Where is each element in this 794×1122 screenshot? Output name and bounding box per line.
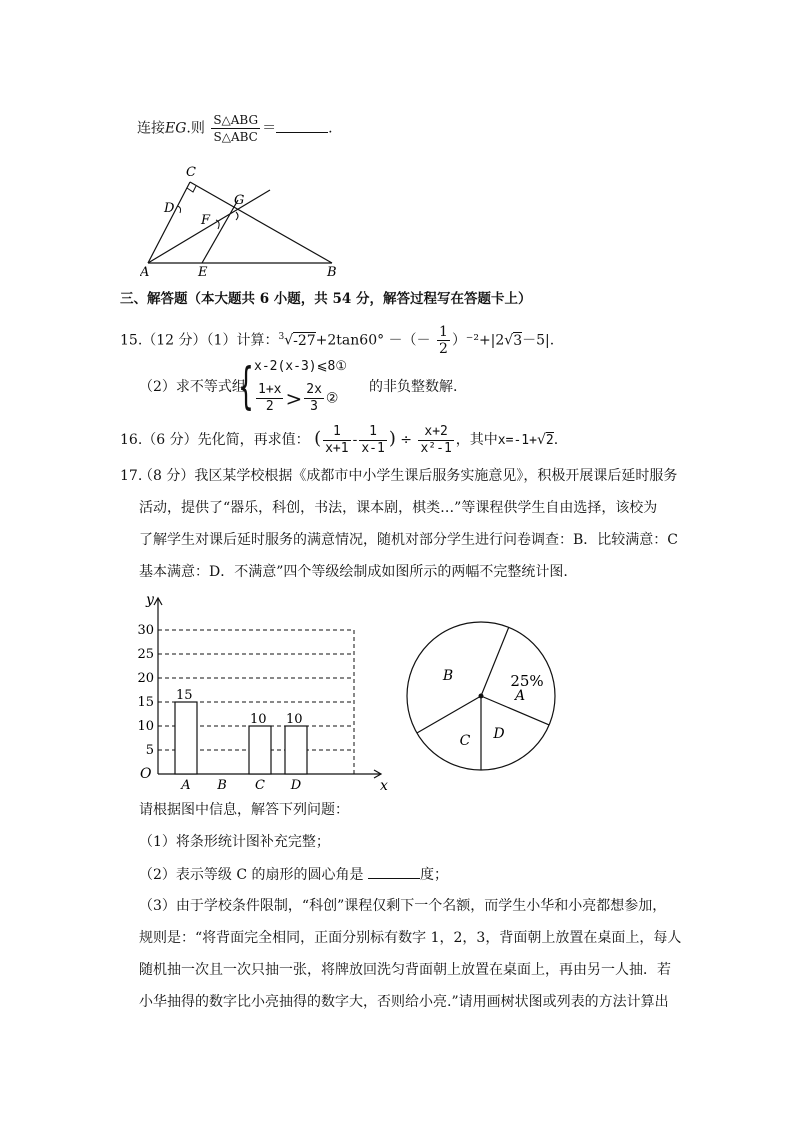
q15-p1-mid: +2tan60° －（－ [315,332,431,349]
answer-blank [276,118,328,133]
ineq2-right-fraction [304,382,324,415]
label-F: F [201,213,211,228]
q16-frac2-den: x-1 [361,440,385,456]
cube-root-index: 3 [278,332,285,342]
inequality-one: x-2(x-3)⩽8① [254,359,347,374]
paren-close: ) [388,428,396,449]
sqrt-two: √2 [536,432,554,448]
q16-frac1 [323,424,350,457]
y-tick-label: 5 [145,743,154,758]
q16-xval: x=-1+ [497,433,537,448]
q17-line-2: 活动，提供了“器乐，科创，书法，课本剧，棋类…”等课程供学生自由选择，该校为 [139,500,658,516]
paren-open: ( [314,428,322,449]
half-denominator: 2 [439,341,448,358]
pie-label-C: C [459,733,471,749]
q15-p2-end: 的非负整数解. [369,379,458,395]
sqrt-two-body: 2 [545,433,554,448]
q15-number: 15. [120,332,143,349]
q17-sub3-1: （3）由于学校条件限制，“科创”课程仅剩下一个名额，而学生小华和小亮都想参加， [139,898,667,914]
q15-score: （12 分） [142,332,207,349]
q15-p1-label: （1）计算： [206,332,279,349]
triangle-figure [140,160,360,280]
x-tick-label: B [217,778,227,793]
pie-label-D: D [493,726,505,742]
q17-line-1: （8 分）我区某学校根据《成都市中小学生课后服务实施意见》，积极开展课后延时服务 [139,468,678,484]
bar-C [249,726,271,774]
y-tick-label: 25 [137,647,154,662]
q17-sub2-text: （2）表示等级 C 的扇形的圆心角是 [139,867,368,883]
q16-frac3-num: x+2 [418,424,453,441]
half-numerator: 1 [439,324,448,341]
pie-label-A: A [514,688,526,704]
ineq2-right-num: 2x [306,382,322,397]
q17-sub1: （1）将条形统计图补充完整； [139,834,330,850]
bar-data-label: 15 [176,688,193,703]
label-D: D [164,201,175,216]
q14-end: . [328,120,333,137]
ineq2-left-fraction [256,382,283,415]
q17-sub3-2: 规则是：“将背面完全相同，正面分别标有数字 1，2，3，背面朝上放置在桌面上，每人 [139,930,682,946]
area-ratio-denominator: S△ABC [213,130,258,144]
pie-chart [402,604,564,776]
y-tick-label: 30 [137,623,154,638]
q14-tail [137,112,333,145]
q14-prefix: 连接 [137,120,165,137]
ineq2-left-den: 2 [265,399,274,414]
system-brace: { [238,357,254,415]
q17-number: 17. [120,468,143,484]
q16: 16.（6 分）先化简，再求值： ( $\frac{1}{x+1}$ - $\frac{1}{x-1}$ ) ÷ $\frac{x+2}{\text{x²-1}}$ ，其中x=-1+√2. [120,423,559,456]
label-G: G [234,193,245,208]
bar-chart [136,592,396,797]
q17-sub2 [139,864,448,885]
q14-eq: ＝ [262,120,277,137]
cube-root: √-27 [284,332,316,349]
y-tick-label: 10 [137,719,154,734]
cube-root-body: -27 [293,332,316,349]
ineq2-right-den: 3 [310,399,318,414]
y-axis-label: y [146,592,154,608]
area-ratio-fraction [211,112,260,145]
q15-part1 [120,320,554,358]
ineq2-left-num: 1+x [258,382,282,397]
x-tick-label: D [290,778,302,793]
degree-suffix: 度； [419,867,448,883]
q16-where: ，其中 [455,432,498,448]
section-title: 三、解答题（本大题共 6 小题，共 54 分，解答过程写在答题卡上） [120,291,532,307]
q16-frac2-num: 1 [359,424,386,441]
q16-frac1-num: 1 [323,424,350,441]
angle-blank [368,864,420,879]
q17-sub3-4: 小华抽得的数字比小亮抽得的数字大，否则给小亮.”请用画树状图或列表的方法计算出 [139,994,669,1010]
sqrt-three: √3 [504,332,523,349]
pie-percent-label: 25% [510,672,544,690]
q17-sub3-3: 随机抽一次且一次只抽一张，将牌放回洗匀背面朝上放置在桌面上，再由另一人抽．若 [139,962,671,978]
q16-number: 16. [120,432,143,448]
q15-p1-exp: ）⁻²+|2 [451,332,505,349]
x-tick-label: C [255,778,265,793]
inequality-two [254,382,338,415]
area-ratio-numerator: S△ABG [213,113,259,127]
bar-D [285,726,307,774]
y-tick-label: 20 [137,671,154,686]
half-fraction [437,324,450,357]
q15-p2-label: （2）求不等式组 [139,379,246,395]
label-C: C [186,165,196,180]
q16-frac3-den: x²-1 [420,440,452,456]
q16-frac1-den: x+1 [325,440,349,456]
label-E: E [198,265,208,280]
ineq2-op: > [285,386,303,411]
bar-data-label: 10 [250,712,267,727]
q16-end: . [553,432,559,448]
label-A: A [140,265,150,280]
q16-frac2 [359,424,386,457]
x-tick-label: A [181,778,191,793]
q17-prompt: 请根据图中信息，解答下列问题： [139,802,349,818]
pie-center [479,694,484,699]
sqrt-three-body: 3 [513,332,523,349]
bar-data-label: 10 [286,712,303,727]
origin-label: O [140,766,152,782]
q15-p1-end: －5|. [522,332,555,349]
label-B: B [327,265,337,280]
pie-label-B: B [442,668,454,684]
bar-A [175,702,197,774]
q16-div: ÷ [400,432,413,448]
q17-line-3: 了解学生对课后延时服务的满意情况，随机对部分学生进行问卷调查：B．比较满意：C [139,532,678,548]
q16-frac3 [418,424,453,457]
ineq2-mark: ② [325,390,339,407]
q14-then: .则 [186,120,205,137]
q14-eg: EG [165,120,187,137]
q17-line-4: 基本满意：D．不满意”四个等级绘制成如图所示的两幅不完整统计图. [139,564,568,580]
q16-score: （6 分）先化简，再求值： [142,432,310,448]
y-tick-label: 15 [137,695,154,710]
x-axis-label: x [380,778,388,794]
